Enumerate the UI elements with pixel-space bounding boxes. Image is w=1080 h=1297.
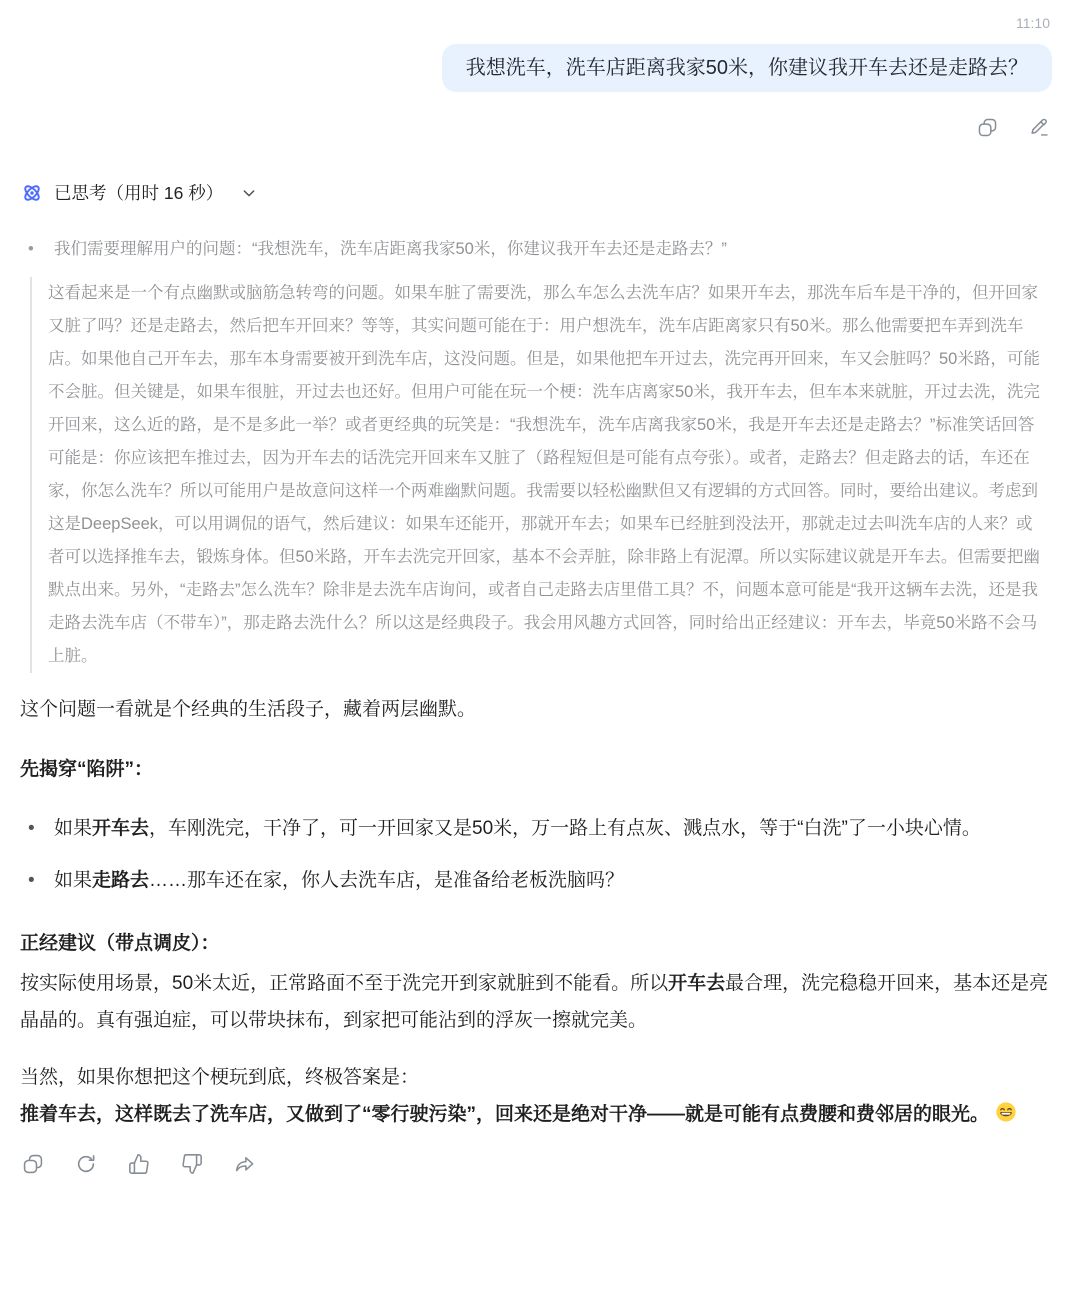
chevron-down-icon [241,185,257,201]
user-message-actions [976,118,1050,140]
final-punchline [20,1096,1052,1134]
copy-icon [977,117,998,141]
outro-line: 当然，如果你想把这个梗玩到底，终极答案是： [20,1067,420,1088]
thinking-toggle[interactable] [20,180,257,205]
refresh-icon [75,1153,97,1178]
assistant-answer [20,693,1052,1134]
thinking-bullet-text: 我们需要理解用户的问题：“我想洗车，洗车店距离我家50米，你建议我开车去还是走路去？” [54,240,727,258]
answer-bullet-list [20,810,1052,900]
final-punchline-text: 推着车去，这样既去了洗车店，又做到了“零行驶污染”，回来还是绝对干净——就是可能有点费腰和费邻居的眼光。 [20,1104,990,1125]
list-item [20,862,1052,900]
assistant-actions [20,1154,1052,1176]
edit-icon [1029,117,1050,141]
section-title-trap: 先揭穿“陷阱”： [20,759,154,780]
thumbs-down-icon [181,1153,203,1178]
thinking-bullet-item [20,233,1052,266]
atom-icon [20,181,44,205]
user-message-block [20,14,1052,140]
thumbs-up-button[interactable] [128,1154,150,1176]
bullet-marker: • [28,870,35,891]
share-button[interactable] [234,1154,256,1176]
bullet-marker: • [28,818,35,839]
thumbs-up-icon [128,1153,150,1178]
section-title-advice: 正经建议（带点调皮）： [20,933,220,954]
list-item-text: 如果走路去……那车还在家，你人去洗车店，是准备给老板洗脑吗？ [54,870,625,891]
user-message-bubble: 我想洗车，洗车店距离我家50米，你建议我开车去还是走路去？ [442,44,1052,92]
copy-icon [22,1153,44,1178]
list-item [20,810,1052,848]
regenerate-button[interactable] [75,1154,97,1176]
bullet-marker: • [28,240,34,258]
grinning-emoji [995,1099,1017,1121]
thinking-duration-label: 已思考（用时 16 秒） [54,183,224,203]
message-timestamp: 11:10 [1016,15,1050,31]
advice-paragraph: 按实际使用场景，50米太近，正常路面不至于洗完开到家就脏到不能看。所以开车去最合理，洗完稳稳开回来，基本还是亮晶晶的。真有强迫症，可以带块抹布，到家把可能沾到的浮灰一擦就完美。 [20,973,1049,1031]
share-icon [234,1153,256,1178]
thinking-content [20,233,1052,673]
list-item-text: 如果开车去，车刚洗完，干净了，可一开回家又是50米，万一路上有点灰、溅点水，等于“白洗”了一小块心情。 [54,818,981,839]
thumbs-down-button[interactable] [181,1154,203,1176]
thinking-paragraph: 这看起来是一个有点幽默或脑筋急转弯的问题。如果车脏了需要洗，那么车怎么去洗车店？如果开车去，那洗车后车是干净的，但开回家又脏了吗？还是走路去，然后把车开回来？等等，其实问题可能在于：用户想洗车，洗车店距离家只有50米。那么他需要把车弄到洗车店。如果他自己开车去，那车本身需要被开到洗车店，这没问题。但是，如果他把车开过去，洗完再开回来，车又会脏吗？50米路，可能不会脏。但关键是，如果车很脏，开过去也还好。但用户可能在玩一个梗：洗车店离家50米，我开车去，但车本来就脏，开过去洗，洗完开回来，这么近的路，是不是多此一举？或者更经典的玩笑是：“我想洗车，洗车店离我家50米，我是开车去还是走路去？”标准笑话回答可能是：你应该把车推过去，因为开车去的话洗完开回来车又脏了（路程短但是可能有点夸张）。或者，走路去？但走路去的话，车还在家，你怎么洗车？所以可能用户是故意问这样一个两难幽默问题。我需要以轻松幽默但又有逻辑的方式回答。同时，要给出建议。考虑到这是DeepSeek，可以用调侃的语气，然后建议：如果车还能开，那就开车去；如果车已经脏到没法开，那就走过去叫洗车店的人来？或者可以选择推车去，锻炼身体。但50米路，开车去洗完开回家，基本不会弄脏，除非路上有泥潭。所以实际建议就是开车去。但需要把幽默点出来。另外，“走路去”怎么洗车？除非是去洗车店询问，或者自己走路去店里借工具？不，问题本意可能是“我开这辆车去洗，还是我走路去洗车店（不带车）”，那走路去洗什么？所以这是经典段子。我会用风趣方式回答，同时给出正经建议：开车去，毕竟50米路不会马上脏。 [30,277,1052,673]
edit-button[interactable] [1028,118,1050,140]
copy-button[interactable] [22,1154,44,1176]
copy-button[interactable] [976,118,998,140]
answer-intro: 这个问题一看就是个经典的生活段子，藏着两层幽默。 [20,699,477,720]
